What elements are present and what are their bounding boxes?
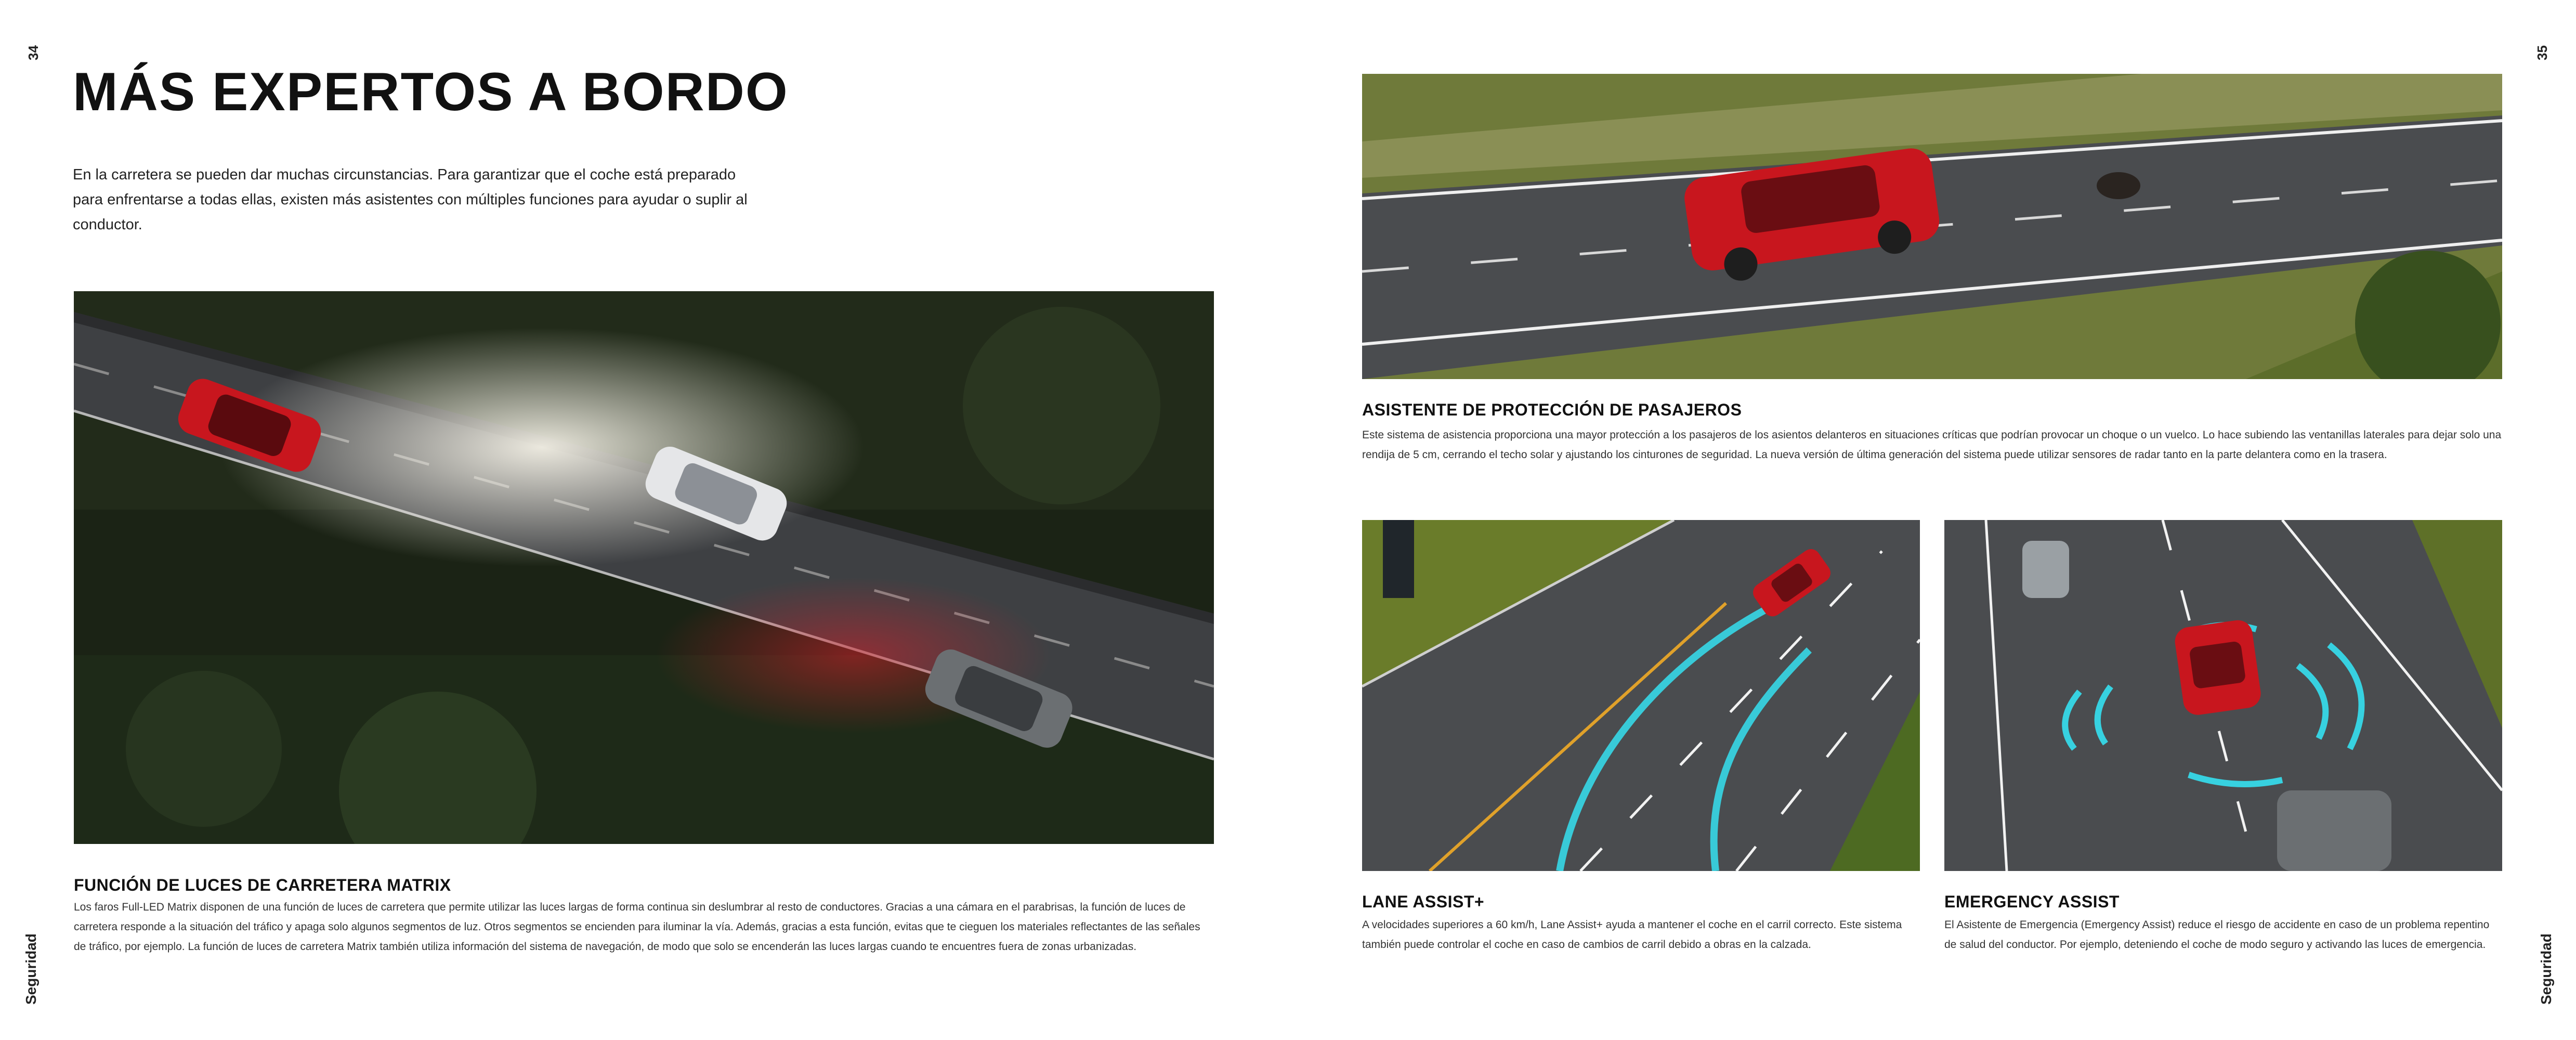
matrix-heading: FUNCIÓN DE LUCES DE CARRETERA MATRIX	[74, 876, 451, 894]
lane-assist-heading: LANE ASSIST+	[1362, 892, 1485, 911]
lane-assist-body: A velocidades superiores a 60 km/h, Lane Assist+ ayuda a mantener el coche en el carril correcto. Este sistema también puede controlar el coche en caso de cambios de carril debido a obras en la calzada.	[1362, 919, 1902, 951]
matrix-headlights-photo	[74, 291, 1214, 844]
emergency-assist-body: El Asistente de Emergencia (Emergency Assist) reduce el riesgo de accidente en caso de un problema repentino de salud del conductor. Por ejemplo, deteniendo el coche de modo seguro y activando las luces de emergencia.	[1944, 919, 2490, 951]
red-car	[2173, 618, 2263, 717]
grey-car	[2277, 790, 2391, 871]
passenger-protection-photo	[1362, 74, 2502, 379]
page-number-right: 35	[2534, 45, 2550, 60]
matrix-body: Los faros Full-LED Matrix disponen de una función de luces de carretera que permite utilizar las luces largas de forma continua sin deslumbrar al resto de conductores. Gracias a una cámara en el parabrisas, la función de luces de carretera responde a la situación del tráfico y apaga solo algunos segmentos de luz. Otros segmentos se encienden para iluminar la vía. Además, gracias a esta función, evitas que te cieguen los materiales reflectantes de las señales de tráfico, por ejemplo. La función de luces de carretera Matrix también utiliza información del sistema de navegación, de modo que solo se encenderán las luces largas cuando te encuentres fuera de zonas urbanizadas.	[74, 901, 1200, 953]
section-label-left: Seguridad	[23, 933, 39, 1005]
emergency-assist-photo	[1944, 520, 2502, 871]
intro-paragraph: En la carretera se pueden dar muchas circunstancias. Para garantizar que el coche está preparado para enfrentarse a todas ellas, existen más asistentes con múltiples funciones para ayudar o suplir al conductor.	[73, 166, 748, 233]
emergency-assist-heading: EMERGENCY ASSIST	[1944, 892, 2120, 911]
passenger-body: Este sistema de asistencia proporciona una mayor protección a los pasajeros de los asientos delanteros en situaciones críticas que podrían provocar un choque o un vuelco. Lo hace subiendo las ventanillas laterales para dejar solo una rendija de 5 cm, cerrando el techo solar y ajustando los cinturones de seguridad. La nueva versión de última generación del sistema puede utilizar sensores de radar tanto en la parte delantera como en la trasera.	[1362, 429, 2502, 461]
page-number-left: 34	[25, 45, 41, 60]
section-label-right: Seguridad	[2538, 933, 2554, 1005]
passenger-heading: ASISTENTE DE PROTECCIÓN DE PASAJEROS	[1362, 400, 1742, 419]
lane-assist-photo	[1362, 520, 1920, 871]
page-title: MÁS EXPERTOS A BORDO	[73, 62, 789, 122]
wild-boar	[2097, 172, 2140, 199]
